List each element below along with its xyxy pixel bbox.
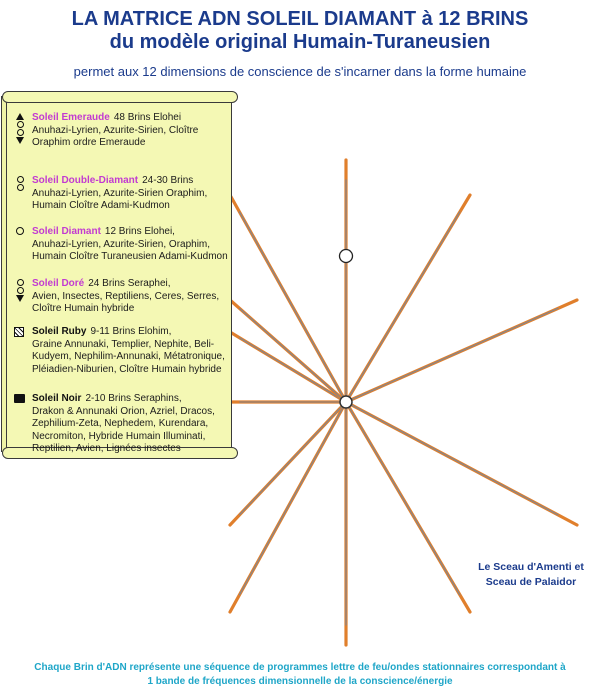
entry-soleil-noir [14, 393, 228, 456]
entry-text: Anuhazi-Lyrien, Azurite-Sirien, Cloître Oraphim ordre Emeraude [32, 124, 199, 148]
double-circle-icon [14, 176, 26, 192]
dna-strand [230, 195, 346, 402]
subtitle: permet aux 12 dimensions de conscience de s'incarner dans la forme humaine [73, 64, 527, 79]
title-line-2: du modèle original Humain-Turaneusien [109, 31, 491, 53]
entry-name: Soleil Emeraude [32, 112, 110, 123]
entry-text: Anuhazi-Lyrien, Azurite-Sirien Oraphim, Humain Cloître Adami-Kudmon [32, 187, 208, 211]
dna-strand [230, 300, 346, 402]
entry-soleil-double-diamant [14, 175, 228, 213]
entry-text: Avien, Insectes, Reptiliens, Ceres, Serres, Cloître Humain hybride [32, 290, 220, 314]
entry-soleil-emeraude [14, 112, 228, 150]
circles-triangles-emerald-icon [14, 113, 26, 145]
entry-soleil-dore [14, 278, 228, 316]
entry-name: Soleil Diamant [32, 226, 101, 237]
dna-strand [346, 300, 577, 402]
entry-text: Drakon & Annunaki Orion, Azriel, Dracos, Zephilium-Zeta, Nephedem, Kurendara, Necromiton, Hybride Humain Illuminati, Reptilien, Avien, Lignées insectes [32, 405, 215, 454]
footer-line-2: 1 bande de fréquences dimensionnelle de la conscience/énergie [147, 676, 453, 687]
entry-soleil-ruby [14, 326, 228, 376]
entry-dims: 2-10 Brins Seraphins, [85, 393, 182, 404]
entry-name: Soleil Double-Diamant [32, 175, 139, 186]
entry-dims: 12 Brins Elohei, [104, 226, 175, 237]
title-line-1: LA MATRICE ADN SOLEIL DIAMANT à 12 BRINS [71, 8, 529, 30]
entry-dims: 24 Brins Seraphei, [88, 278, 171, 289]
star-center-node [340, 396, 352, 408]
black-book-icon [14, 394, 26, 403]
seal-label [462, 560, 600, 590]
seal-label-line-1: Le Sceau d'Amenti et [478, 561, 584, 573]
entry-dims: 9-11 Brins Elohim, [90, 326, 172, 337]
seal-label-line-2: Sceau de Palaidor [485, 576, 577, 588]
entry-dims: 48 Brins Elohei [113, 112, 182, 123]
entry-text: Anuhazi-Lyrien, Azurite-Sirien, Oraphim, Humain Cloître Turaneusien Adami-Kudmon [32, 238, 228, 262]
entry-name: Soleil Ruby [32, 326, 87, 337]
footer-note [0, 661, 600, 689]
entry-dims: 24-30 Brins [142, 175, 194, 186]
cube-icon [14, 327, 26, 337]
entry-name: Soleil Noir [32, 393, 82, 404]
dna-strand [346, 195, 470, 402]
circle-icon [14, 227, 26, 236]
entry-soleil-diamant [14, 226, 228, 264]
entry-name: Soleil Doré [32, 278, 85, 289]
entry-text: Graine Annunaki, Templier, Nephite, Beli-Kudyem, Nephilim-Annunaki, Métatronique, Pléiadien-Niburien, Cloître Humain hybride [32, 338, 225, 375]
scroll-top-roll [2, 91, 238, 103]
diamond-sun-node [340, 250, 353, 263]
dna-strand [230, 332, 346, 402]
circles-triangle-gold-icon [14, 279, 26, 303]
footer-line-1: Chaque Brin d'ADN représente une séquence de programmes lettre de feu/ondes stationnaires correspondant à [34, 662, 566, 673]
